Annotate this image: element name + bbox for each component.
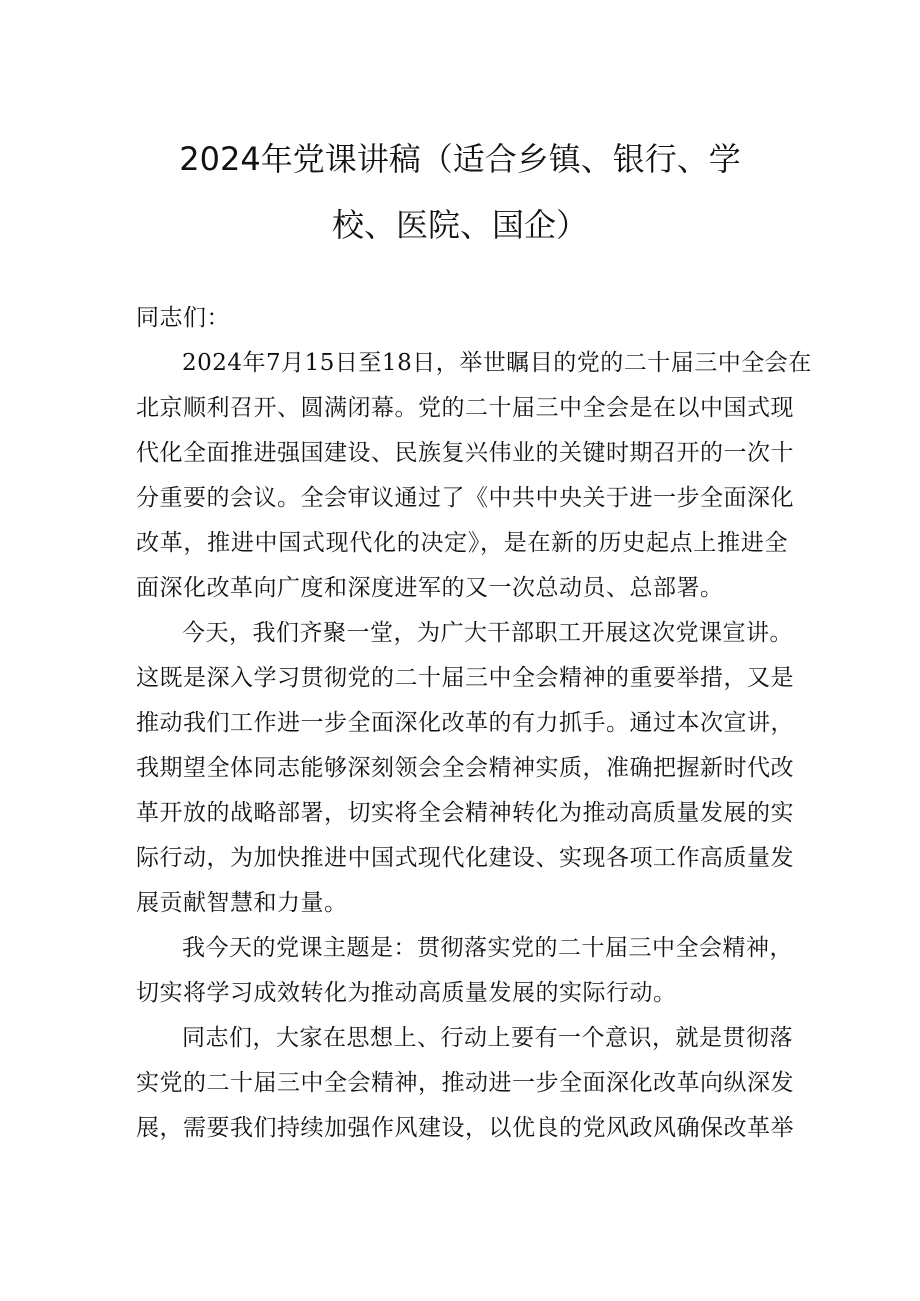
title-line: 校、医院、国企） (331, 206, 588, 244)
salutation: 同志们： (136, 305, 230, 331)
paragraph-line: 际行动，为加快推进中国式现代化建设、实现各项工作高质量发 (136, 845, 794, 871)
title-line: 2024年党课讲稿（适合乡镇、银行、学 (179, 140, 741, 178)
paragraph-line: 2024年7月15日至18日，举世瞩目的党的二十届三中全会在 (182, 350, 812, 376)
paragraph-line: 展贡献智慧和力量。 (136, 890, 348, 916)
paragraph-line: 革开放的战略部署，切实将全会精神转化为推动高质量发展的实 (136, 800, 794, 826)
paragraph-2 (136, 611, 794, 926)
paragraph-line: 代化全面推进强国建设、民族复兴伟业的关键时期召开的一次十 (136, 440, 794, 466)
document-body (136, 296, 812, 1151)
paragraph-line: 实党的二十届三中全会精神，推动进一步全面深化改革向纵深发 (136, 1070, 794, 1096)
paragraph-4 (136, 1016, 794, 1151)
paragraph-line: 切实将学习成效转化为推动高质量发展的实际行动。 (136, 980, 677, 1006)
paragraph-line: 北京顺利召开、圆满闭幕。党的二十届三中全会是在以中国式现 (136, 395, 794, 421)
paragraph-line: 展，需要我们持续加强作风建设，以优良的党风政风确保改革举 (136, 1115, 794, 1141)
paragraph-3 (136, 926, 793, 1016)
paragraph-line: 改革，推进中国式现代化的决定》，是在新的历史起点上推进全 (136, 530, 788, 556)
document-title (120, 126, 800, 258)
paragraph-line: 面深化改革向广度和深度进军的又一次总动员、总部署。 (136, 575, 724, 601)
paragraph-line: 推动我们工作进一步全面深化改革的有力抓手。通过本次宣讲， (136, 710, 794, 736)
paragraph-line: 今天，我们齐聚一堂，为广大干部职工开展这次党课宣讲。 (182, 620, 793, 646)
paragraph-line: 我期望全体同志能够深刻领会全会精神实质，准确把握新时代改 (136, 755, 794, 781)
paragraph-1 (136, 341, 812, 611)
paragraph-line: 同志们，大家在思想上、行动上要有一个意识，就是贯彻落 (182, 1025, 793, 1051)
paragraph-line: 分重要的会议。全会审议通过了《中共中央关于进一步全面深化 (136, 485, 794, 511)
paragraph-line: 这既是深入学习贯彻党的二十届三中全会精神的重要举措，又是 (136, 665, 794, 691)
paragraph-line: 我今天的党课主题是：贯彻落实党的二十届三中全会精神， (182, 935, 793, 961)
